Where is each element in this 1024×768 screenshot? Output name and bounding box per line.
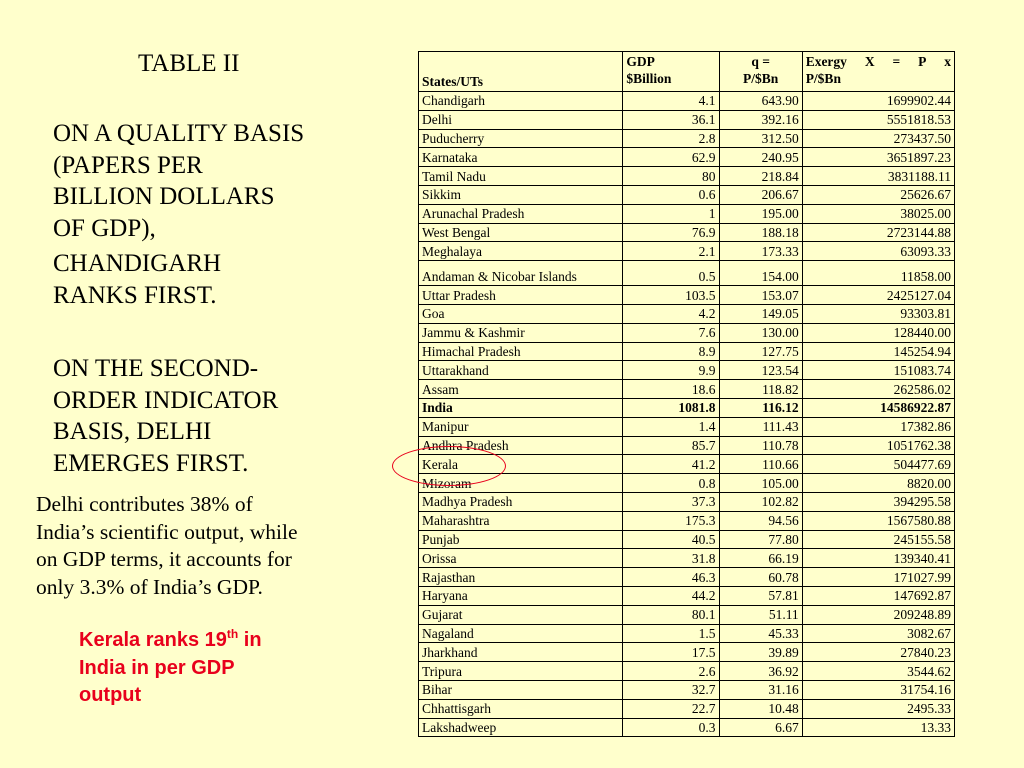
cell-q: 36.92 <box>719 662 802 681</box>
table-row <box>419 286 955 305</box>
cell-state: Jammu & Kashmir <box>419 323 623 342</box>
cell-exergy: 14586922.87 <box>802 398 954 417</box>
cell-state: Uttar Pradesh <box>419 286 623 305</box>
cell-state: Himachal Pradesh <box>419 342 623 361</box>
table-row <box>419 185 955 204</box>
header-gdp <box>623 52 719 92</box>
cell-q: 116.12 <box>719 398 802 417</box>
text-line: EMERGES FIRST. <box>53 449 249 477</box>
header-word: P <box>918 54 927 69</box>
table-row <box>419 261 955 286</box>
text-line: only 3.3% of India’s GDP. <box>36 574 263 599</box>
cell-state: Uttarakhand <box>419 361 623 380</box>
table-row <box>419 417 955 436</box>
cell-gdp: 1081.8 <box>623 398 719 417</box>
cell-gdp: 2.8 <box>623 129 719 148</box>
cell-gdp: 37.3 <box>623 492 719 511</box>
kerala-pre: Kerala ranks 19 <box>79 629 227 651</box>
cell-q: 153.07 <box>719 286 802 305</box>
cell-q: 39.89 <box>719 643 802 662</box>
table-row <box>419 342 955 361</box>
cell-state: Kerala <box>419 455 623 474</box>
cell-gdp: 44.2 <box>623 586 719 605</box>
table-row <box>419 568 955 587</box>
cell-exergy: 394295.58 <box>802 492 954 511</box>
cell-state: Manipur <box>419 417 623 436</box>
cell-gdp: 18.6 <box>623 380 719 399</box>
cell-gdp: 76.9 <box>623 223 719 242</box>
table-row <box>419 605 955 624</box>
cell-gdp: 17.5 <box>623 643 719 662</box>
cell-q: 105.00 <box>719 474 802 493</box>
text-line: CHANDIGARH <box>53 250 222 277</box>
table-row <box>419 530 955 549</box>
table-row <box>419 718 955 737</box>
cell-exergy: 3651897.23 <box>802 148 954 167</box>
cell-exergy: 139340.41 <box>802 549 954 568</box>
cell-exergy: 17382.86 <box>802 417 954 436</box>
header-line: P/$Bn <box>805 71 841 86</box>
quality-basis-text <box>53 118 304 244</box>
cell-q: 240.95 <box>719 148 802 167</box>
table-row <box>419 398 955 417</box>
cell-state: Punjab <box>419 530 623 549</box>
cell-state: Andaman & Nicobar Islands <box>419 261 623 286</box>
cell-gdp: 7.6 <box>623 323 719 342</box>
table-row <box>419 680 955 699</box>
cell-gdp: 22.7 <box>623 699 719 718</box>
text-line: ON THE SECOND- <box>53 355 259 382</box>
table-row <box>419 586 955 605</box>
cell-state: Jharkhand <box>419 643 623 662</box>
cell-exergy: 171027.99 <box>802 568 954 587</box>
cell-state: Madhya Pradesh <box>419 492 623 511</box>
header-line: GDP <box>626 54 655 69</box>
header-state: States/UTs <box>419 52 623 92</box>
cell-exergy: 31754.16 <box>802 680 954 699</box>
cell-exergy: 209248.89 <box>802 605 954 624</box>
cell-exergy: 273437.50 <box>802 129 954 148</box>
cell-gdp: 36.1 <box>623 110 719 129</box>
cell-exergy: 151083.74 <box>802 361 954 380</box>
cell-state: Haryana <box>419 586 623 605</box>
text-line: (PAPERS PER <box>53 151 203 179</box>
cell-state: Gujarat <box>419 605 623 624</box>
cell-gdp: 4.1 <box>623 92 719 111</box>
cell-exergy: 147692.87 <box>802 586 954 605</box>
cell-state: Sikkim <box>419 185 623 204</box>
cell-q: 173.33 <box>719 242 802 261</box>
header-word: X <box>864 54 875 69</box>
cell-gdp: 103.5 <box>623 286 719 305</box>
table-body <box>419 92 955 737</box>
header-line: q = <box>751 54 770 69</box>
header-line: $Billion <box>626 71 672 86</box>
cell-gdp: 85.7 <box>623 436 719 455</box>
cell-gdp: 0.5 <box>623 261 719 286</box>
cell-state: Chhattisgarh <box>419 699 623 718</box>
cell-state: Andhra Pradesh <box>419 436 623 455</box>
cell-state: India <box>419 398 623 417</box>
header-word: = <box>892 54 901 69</box>
cell-state: Mizoram <box>419 474 623 493</box>
cell-gdp: 40.5 <box>623 530 719 549</box>
cell-gdp: 2.6 <box>623 662 719 681</box>
text-line: India in per GDP <box>79 656 235 679</box>
table-row <box>419 474 955 493</box>
cell-exergy: 38025.00 <box>802 204 954 223</box>
text-line: RANKS FIRST. <box>53 281 217 309</box>
cell-q: 218.84 <box>719 167 802 186</box>
kerala-rank-note <box>79 627 349 710</box>
cell-q: 45.33 <box>719 624 802 643</box>
text-line: Delhi contributes 38% of <box>36 492 253 516</box>
table-row <box>419 380 955 399</box>
cell-state: Chandigarh <box>419 92 623 111</box>
cell-state: Nagaland <box>419 624 623 643</box>
cell-exergy: 63093.33 <box>802 242 954 261</box>
cell-q: 10.48 <box>719 699 802 718</box>
cell-state: Arunachal Pradesh <box>419 204 623 223</box>
cell-exergy: 8820.00 <box>802 474 954 493</box>
cell-gdp: 62.9 <box>623 148 719 167</box>
cell-q: 188.18 <box>719 223 802 242</box>
cell-q: 195.00 <box>719 204 802 223</box>
cell-exergy: 245155.58 <box>802 530 954 549</box>
table-row <box>419 92 955 111</box>
cell-state: Tamil Nadu <box>419 167 623 186</box>
header-line <box>806 53 951 70</box>
table-header-row <box>419 52 955 92</box>
cell-gdp: 8.9 <box>623 342 719 361</box>
cell-exergy: 27840.23 <box>802 643 954 662</box>
cell-gdp: 80.1 <box>623 605 719 624</box>
cell-gdp: 80 <box>623 167 719 186</box>
cell-gdp: 9.9 <box>623 361 719 380</box>
cell-q: 31.16 <box>719 680 802 699</box>
cell-q: 57.81 <box>719 586 802 605</box>
table-row <box>419 511 955 530</box>
text-line: output <box>79 684 142 706</box>
cell-gdp: 175.3 <box>623 511 719 530</box>
cell-state: Delhi <box>419 110 623 129</box>
cell-exergy: 1051762.38 <box>802 436 954 455</box>
cell-state: Puducherry <box>419 129 623 148</box>
cell-q: 206.67 <box>719 185 802 204</box>
table-row <box>419 129 955 148</box>
cell-exergy: 2495.33 <box>802 699 954 718</box>
cell-gdp: 1.4 <box>623 417 719 436</box>
cell-exergy: 1567580.88 <box>802 511 954 530</box>
kerala-post: in <box>238 629 262 651</box>
table-row <box>419 436 955 455</box>
table-row <box>419 323 955 342</box>
cell-gdp: 1.5 <box>623 624 719 643</box>
text-line: India’s scientific output, while <box>36 519 298 544</box>
text-line: ORDER INDICATOR <box>53 386 279 414</box>
table-row <box>419 662 955 681</box>
table-row <box>419 643 955 662</box>
cell-q: 51.11 <box>719 605 802 624</box>
cell-exergy: 262586.02 <box>802 380 954 399</box>
cell-q: 149.05 <box>719 304 802 323</box>
gdp-table <box>418 51 955 737</box>
cell-gdp: 46.3 <box>623 568 719 587</box>
cell-exergy: 5551818.53 <box>802 110 954 129</box>
cell-q: 130.00 <box>719 323 802 342</box>
text-line: on GDP terms, it accounts for <box>36 547 292 571</box>
cell-exergy: 504477.69 <box>802 455 954 474</box>
cell-state: West Bengal <box>419 223 623 242</box>
table-row <box>419 304 955 323</box>
table-row <box>419 361 955 380</box>
header-word: Exergy <box>805 54 847 69</box>
cell-exergy: 128440.00 <box>802 323 954 342</box>
header-q <box>719 52 802 92</box>
cell-q: 123.54 <box>719 361 802 380</box>
table-row <box>419 167 955 186</box>
table-row <box>419 492 955 511</box>
cell-state: Tripura <box>419 662 623 681</box>
table-row <box>419 549 955 568</box>
cell-state: Lakshadweep <box>419 718 623 737</box>
cell-q: 643.90 <box>719 92 802 111</box>
cell-q: 6.67 <box>719 718 802 737</box>
chandigarh-text <box>53 248 221 311</box>
cell-q: 118.82 <box>719 380 802 399</box>
cell-state: Maharashtra <box>419 511 623 530</box>
cell-gdp: 2.1 <box>623 242 719 261</box>
cell-q: 392.16 <box>719 110 802 129</box>
slide-title: TABLE II <box>138 50 240 77</box>
text-line: BILLION DOLLARS <box>53 183 275 210</box>
cell-exergy: 25626.67 <box>802 185 954 204</box>
cell-gdp: 41.2 <box>623 455 719 474</box>
table-row <box>419 455 955 474</box>
cell-q: 102.82 <box>719 492 802 511</box>
cell-state: Rajasthan <box>419 568 623 587</box>
cell-gdp: 4.2 <box>623 304 719 323</box>
cell-q: 111.43 <box>719 417 802 436</box>
cell-state: Karnataka <box>419 148 623 167</box>
cell-q: 77.80 <box>719 530 802 549</box>
cell-gdp: 0.6 <box>623 185 719 204</box>
header-exergy <box>802 52 954 92</box>
cell-q: 110.66 <box>719 455 802 474</box>
cell-state: Meghalaya <box>419 242 623 261</box>
cell-q: 66.19 <box>719 549 802 568</box>
cell-gdp: 0.3 <box>623 718 719 737</box>
header-word: x <box>944 54 951 69</box>
cell-q: 60.78 <box>719 568 802 587</box>
cell-exergy: 145254.94 <box>802 342 954 361</box>
cell-gdp: 32.7 <box>623 680 719 699</box>
text-line: OF GDP), <box>53 214 156 242</box>
table-row <box>419 699 955 718</box>
cell-exergy: 2425127.04 <box>802 286 954 305</box>
delhi-contribution-text <box>36 491 366 601</box>
header-line: P/$Bn <box>742 71 779 86</box>
second-order-text <box>53 353 278 479</box>
cell-gdp: 0.8 <box>623 474 719 493</box>
cell-exergy: 3831188.11 <box>802 167 954 186</box>
cell-q: 154.00 <box>719 261 802 286</box>
cell-gdp: 31.8 <box>623 549 719 568</box>
kerala-sup: th <box>226 627 239 641</box>
cell-q: 127.75 <box>719 342 802 361</box>
table-row <box>419 242 955 261</box>
cell-state: Bihar <box>419 680 623 699</box>
text-line: ON A QUALITY BASIS <box>53 120 305 147</box>
cell-exergy: 3082.67 <box>802 624 954 643</box>
table-row <box>419 223 955 242</box>
cell-gdp: 1 <box>623 204 719 223</box>
cell-exergy: 93303.81 <box>802 304 954 323</box>
table-row <box>419 204 955 223</box>
table-row <box>419 624 955 643</box>
table-row <box>419 148 955 167</box>
cell-q: 94.56 <box>719 511 802 530</box>
cell-q: 110.78 <box>719 436 802 455</box>
cell-exergy: 13.33 <box>802 718 954 737</box>
cell-exergy: 11858.00 <box>802 261 954 286</box>
cell-exergy: 3544.62 <box>802 662 954 681</box>
cell-exergy: 1699902.44 <box>802 92 954 111</box>
table-row <box>419 110 955 129</box>
cell-exergy: 2723144.88 <box>802 223 954 242</box>
text-line: BASIS, DELHI <box>53 418 212 445</box>
text-line <box>79 627 349 655</box>
cell-state: Assam <box>419 380 623 399</box>
cell-state: Goa <box>419 304 623 323</box>
cell-state: Orissa <box>419 549 623 568</box>
cell-q: 312.50 <box>719 129 802 148</box>
